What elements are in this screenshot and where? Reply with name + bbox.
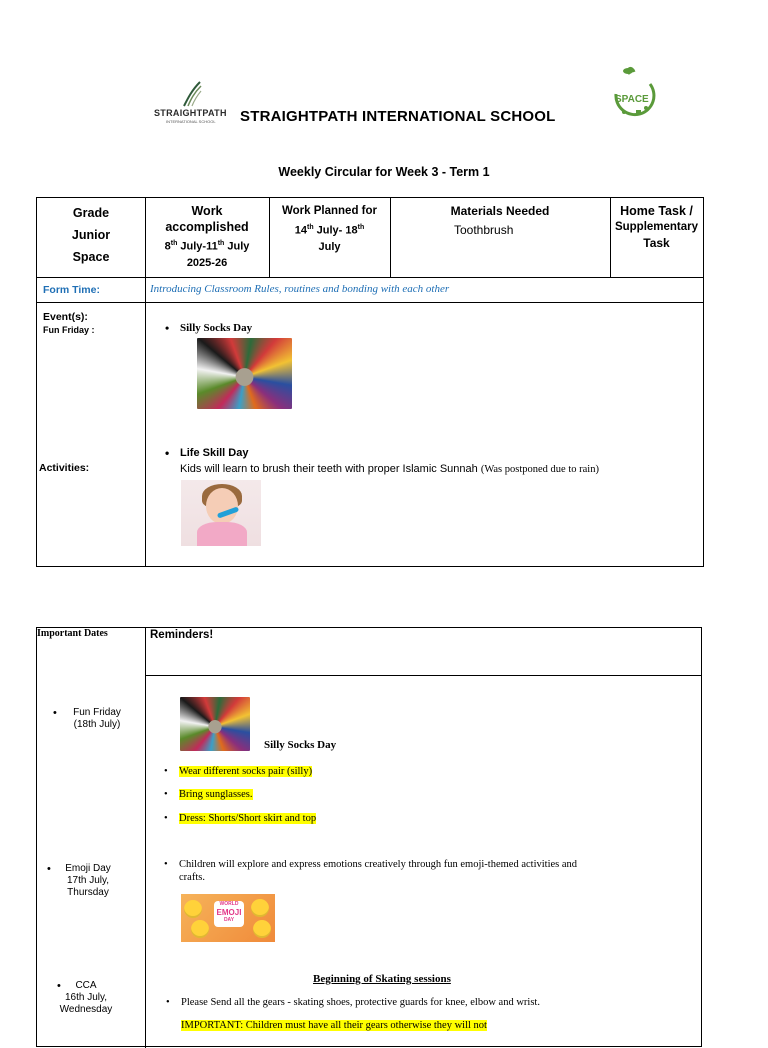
work-planned-cell	[269, 203, 390, 255]
emoji-banner-top: WORLD	[219, 901, 239, 907]
date-line: 16th July,	[64, 992, 108, 1003]
logo-left-sub: INTERNATIONAL SCHOOL	[166, 119, 216, 124]
wp-sup-a: th	[307, 224, 314, 231]
emoji-banner-bot: DAY	[223, 917, 235, 923]
toothbrush-kid-photo	[181, 480, 261, 546]
skating-bullet: • Please Send all the gears - skating shoes, protective guards for knee, elbow and wrist.	[166, 997, 540, 1008]
date-line: Wednesday	[59, 1004, 113, 1015]
life-skill-desc	[180, 463, 599, 475]
home-task-line: Task	[643, 236, 670, 250]
grade-line: Junior	[71, 228, 111, 242]
date-line: 17th July,	[66, 875, 110, 886]
silly-bullet-text: Wear different socks pair (silly)	[179, 766, 313, 777]
life-skill-note: (Was postponed due to rain)	[480, 464, 599, 475]
skating-important	[181, 1019, 487, 1032]
skating-important-text: IMPORTANT: Children must have all their gears otherwise they will not	[181, 1020, 487, 1031]
emoji-face-icon	[253, 920, 271, 938]
activities-label: Activities:	[39, 462, 90, 474]
grade-line: Space	[72, 250, 110, 264]
logo-left-name: STRAIGHTPATH	[154, 108, 227, 118]
wa-date-a: 8	[164, 240, 171, 253]
table2-col-divider	[145, 628, 146, 1048]
straightpath-logo	[154, 80, 228, 126]
wa-date-b: July-11	[177, 240, 218, 253]
date-fun-friday: • Fun Friday (18th July)	[67, 707, 127, 731]
home-task-cell	[610, 203, 703, 251]
home-task-line: Supplementary	[614, 221, 699, 233]
date-line: Thursday	[67, 887, 109, 898]
work-planned-title: Work Planned for	[282, 205, 377, 217]
wa-date-c: July	[224, 240, 250, 253]
event-life-skill: • Life Skill Day	[180, 447, 248, 459]
date-line: CCA	[75, 980, 97, 991]
grade-cell	[37, 202, 145, 268]
circular-title: Weekly Circular for Week 3 - Term 1	[278, 165, 490, 179]
silly-socks-photo	[197, 338, 292, 409]
form-time-label: Form Time:	[43, 284, 100, 296]
wp-sup-b: th	[357, 224, 365, 231]
emoji-day-text: • Children will explore and express emotions creatively through fun emoji-themed activities and crafts.	[164, 859, 578, 883]
materials-value: Toothbrush	[454, 223, 514, 237]
work-planned-date-c: July	[318, 240, 341, 253]
materials-cell	[390, 203, 610, 238]
reminders-table	[36, 627, 702, 1047]
space-logo-text: SPACE	[615, 94, 649, 105]
date-cca: • CCA 16th July, Wednesday	[53, 980, 119, 1016]
emoji-face-icon	[191, 920, 209, 938]
important-dates-title: Important Dates	[37, 628, 108, 639]
table1-row-divider	[37, 277, 703, 278]
work-accomplished-cell	[145, 203, 269, 271]
silly-socks-title: Silly Socks Day	[264, 739, 337, 751]
table2-row-divider	[145, 675, 701, 676]
life-skill-desc-text: Kids will learn to brush their teeth with proper Islamic Sunnah	[180, 463, 478, 475]
work-planned-dates	[269, 220, 390, 239]
silly-bullet: • Bring sunglasses.	[164, 789, 253, 800]
date-emoji-day: • Emoji Day 17th July, Thursday	[57, 863, 119, 899]
silly-socks-photo-small	[180, 697, 250, 751]
work-accomplished-dates	[145, 236, 269, 255]
home-task-line: Home Task /	[620, 204, 693, 218]
table1-row-divider	[37, 302, 703, 303]
emoji-text-1: Children will explore and express emotions creatively through fun emoji-themed activities and	[179, 859, 578, 870]
form-time-value: Introducing Classroom Rules, routines and bonding with each other	[150, 283, 450, 295]
work-accomplished-title: Work accomplished	[165, 204, 249, 234]
silly-bullet-text: Dress: Shorts/Short skirt and top	[179, 813, 317, 824]
wa-sup-b: th	[217, 240, 225, 247]
work-accomplished-year: 2025-26	[186, 256, 228, 269]
events-label: Event(s):	[43, 311, 88, 323]
wp-date-b: July- 18	[313, 224, 358, 237]
date-line: Fun Friday	[73, 707, 121, 718]
silly-bullet: • Dress: Shorts/Short skirt and top	[164, 813, 317, 824]
skating-bullet-text: Please Send all the gears - skating shoes, protective guards for knee, elbow and wrist.	[181, 997, 540, 1008]
space-logo	[606, 64, 662, 124]
world-emoji-day-image	[181, 894, 275, 942]
reminders-title: Reminders!	[150, 629, 214, 641]
date-line: (18th July)	[73, 719, 121, 730]
skating-title: Beginning of Skating sessions	[313, 973, 451, 985]
wp-date-a: 14	[294, 224, 307, 237]
materials-title: Materials Needed	[450, 204, 550, 218]
fun-friday-label: Fun Friday :	[43, 325, 95, 335]
school-title: STRAIGHTPATH INTERNATIONAL SCHOOL	[240, 108, 556, 125]
event-silly-socks: • Silly Socks Day	[180, 322, 252, 334]
wa-sup-a: th	[170, 240, 178, 247]
emoji-face-icon	[184, 900, 202, 918]
emoji-banner-mid: EMOJI	[216, 908, 242, 917]
emoji-banner	[214, 901, 244, 927]
silly-bullet: • Wear different socks pair (silly)	[164, 766, 313, 777]
grade-line: Grade	[72, 206, 110, 220]
weekly-table	[36, 197, 704, 567]
emoji-face-icon	[251, 899, 269, 917]
straightpath-mark-icon	[180, 80, 202, 108]
date-line: Emoji Day	[65, 863, 111, 874]
emoji-text-2: crafts.	[179, 872, 205, 883]
silly-bullet-text: Bring sunglasses.	[179, 789, 253, 800]
